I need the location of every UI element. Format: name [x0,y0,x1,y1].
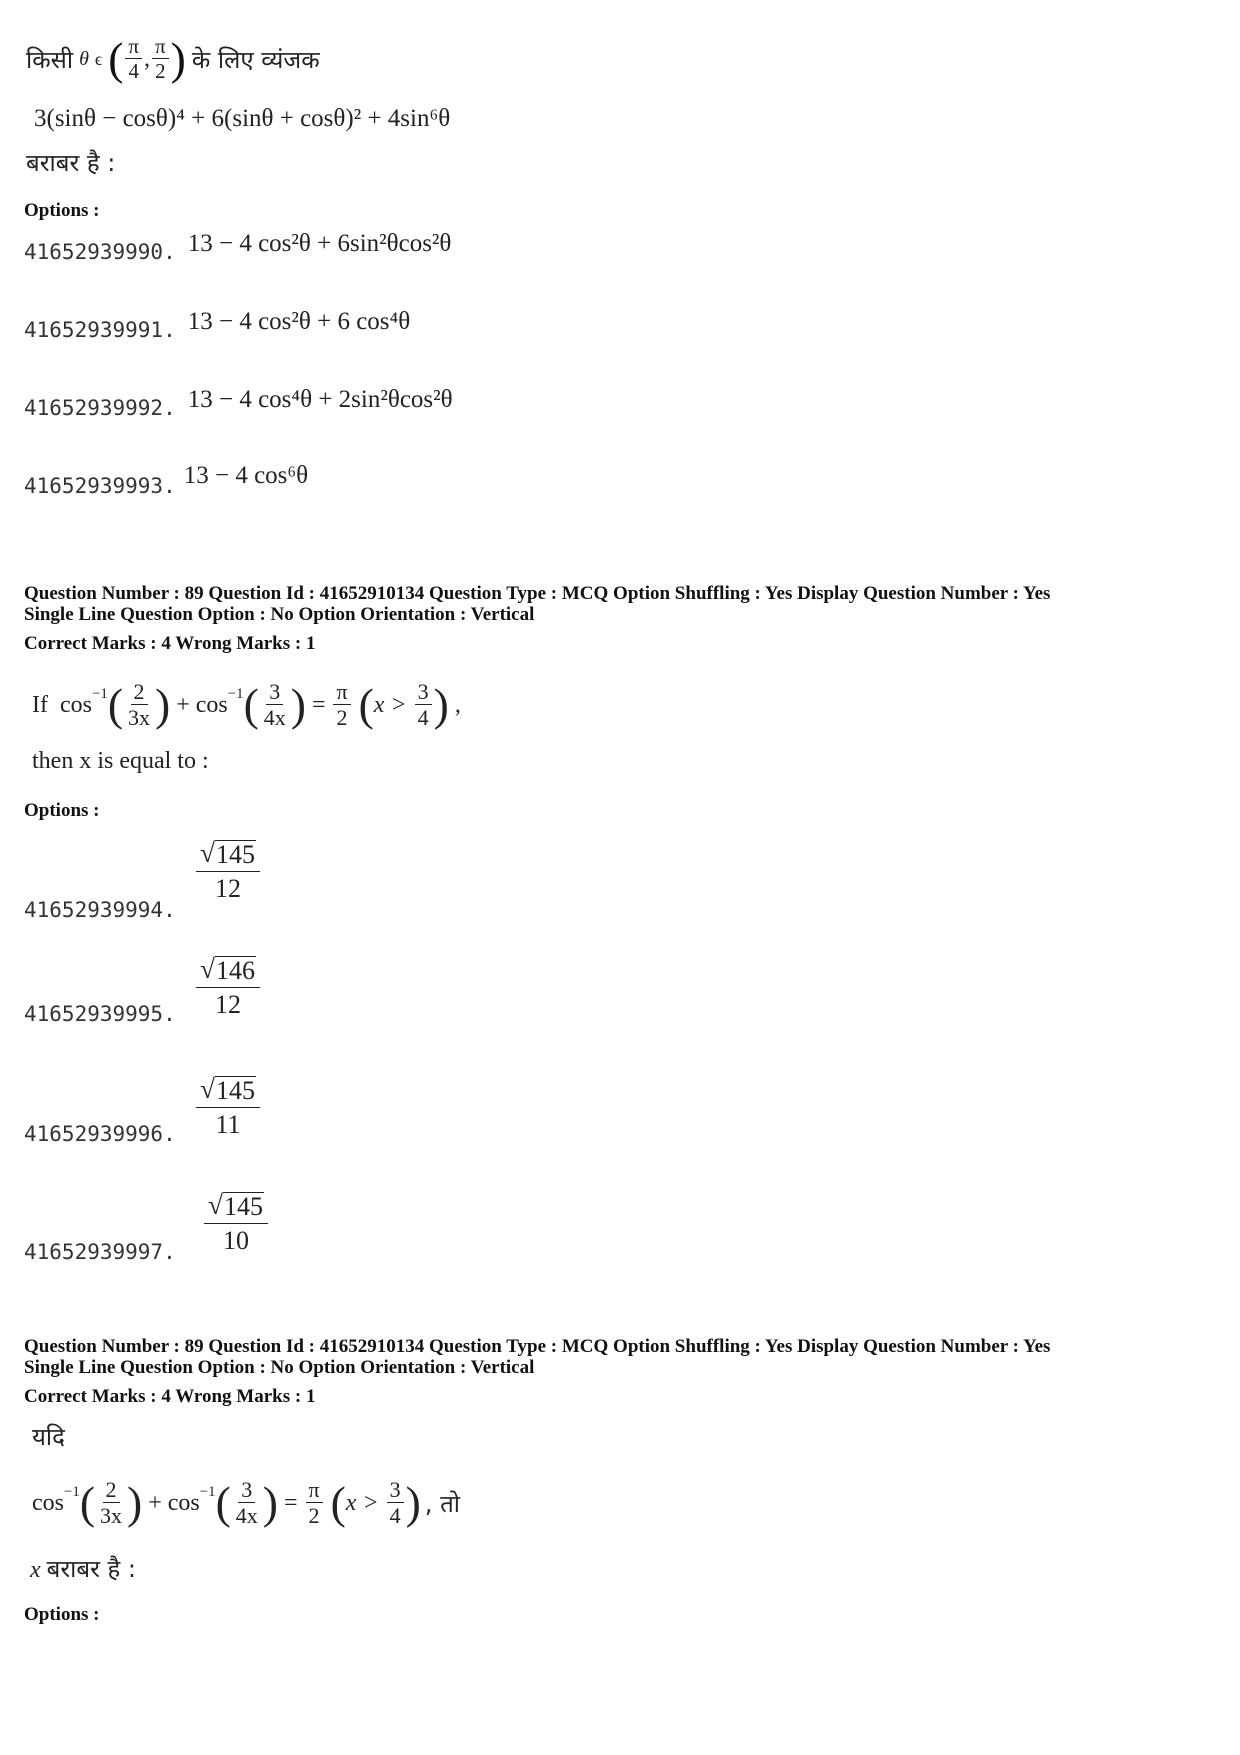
fraction-pi-over-2: $\frac{\pi}{2}$ [306,1478,323,1528]
q88-expression: 3(sinθ − cosθ)⁴ + 6(sinθ + cosθ)² + 4sin⁶θ [34,105,451,132]
option-fraction: √ 145 10 [204,1190,268,1257]
q88-option-3[interactable] [24,386,453,420]
q88-intro-text: किसी [26,45,74,74]
fraction-3-over-4x: $\frac{3}{4x}$ [235,1476,258,1528]
q89-then-text: then x is equal to : [32,748,209,774]
q88-option-1[interactable] [24,230,452,264]
option-expression: 13 − 4 cos²θ + 6 cos⁴θ [187,308,411,335]
q88-stem-line1: किसी θ ϵ ( $\frac{\pi}{4}$ , $\frac{\pi}{2}$ ) के लिए व्यंजक [26,33,320,85]
q89-marks: Correct Marks : 4 Wrong Marks : 1 [24,633,316,654]
q89-option-1[interactable] [24,838,284,922]
q89-hi-marks: Correct Marks : 4 Wrong Marks : 1 [24,1386,316,1407]
option-id: 41652939995. [24,1002,176,1026]
q89-option-4[interactable] [24,1190,284,1274]
option-expression: 13 − 4 cos⁴θ + 2sin²θcos²θ [187,386,453,413]
element-of-symbol: ϵ [94,48,103,69]
q89-hi-equation: cos $^{-1}$ ( $\frac{2}{3x}$ ) + cos $^{-1}$ ( $\frac{3}{4x}$ ) = $\frac{\pi}{2}$ ( x > $\frac{3}{4}$ ) , तो [32,1476,460,1529]
fraction-3-over-4: $\frac{3}{4}$ [415,680,432,730]
option-fraction: √ 145 12 [196,838,260,905]
option-id: 41652939991. [24,318,176,342]
q89-meta-line1: Question Number : 89 Question Id : 41652910134 Question Type : MCQ Option Shuffling : Yes Display Question Number : Yes [24,583,1051,604]
q88-equals-text: बराबर है : [26,149,116,177]
q89-hi-yadi: यदि [32,1423,65,1451]
q88-tail-text: के लिए व्यंजक [191,45,320,74]
q89-option-2[interactable] [24,954,284,1038]
option-expression: 13 − 4 cos²θ + 6sin²θcos²θ [187,230,452,257]
q89-hi-meta-line1: Question Number : 89 Question Id : 41652910134 Question Type : MCQ Option Shuffling : Yes Display Question Number : Yes [24,1336,1051,1357]
pi-over-4-fraction: $\frac{\pi}{4}$ [125,35,142,83]
option-id: 41652939992. [24,396,176,420]
option-id: 41652939993. [24,474,176,498]
q88-option-2[interactable] [24,308,411,342]
option-fraction: √ 146 12 [196,954,260,1021]
fraction-pi-over-2: $\frac{\pi}{2}$ [333,680,350,730]
option-id: 41652939994. [24,898,176,922]
fraction-2-over-3x: $\frac{2}{3x}$ [128,678,150,730]
option-fraction: √ 145 11 [196,1074,260,1141]
theta-symbol: θ [79,47,89,70]
q89-equation: If cos $^{-1}$ ( $\frac{2}{3x}$ ) + cos $^{-1}$ ( $\frac{3}{4x}$ ) = $\frac{\pi}{2}$ ( x > $\frac{3}{4}$ ) , [32,678,461,731]
fraction-3-over-4x: $\frac{3}{4x}$ [263,678,286,730]
option-id: 41652939997. [24,1240,176,1264]
q89-meta-line2: Single Line Question Option : No Option Orientation : Vertical [24,604,535,625]
pi-over-2-fraction: $\frac{\pi}{2}$ [152,35,169,83]
option-id: 41652939996. [24,1122,176,1146]
q89-hi-options-label: Options : [24,1604,100,1625]
q89-options-label: Options : [24,800,100,821]
option-id: 41652939990. [24,240,176,264]
q89-hi-meta-line2: Single Line Question Option : No Option Orientation : Vertical [24,1357,535,1378]
fraction-2-over-3x: $\frac{2}{3x}$ [100,1476,123,1528]
q88-option-4[interactable] [24,462,309,498]
fraction-3-over-4: $\frac{3}{4}$ [387,1478,404,1528]
option-expression: 13 − 4 cos⁶θ [183,462,309,489]
q89-hi-equals-line: x बराबर है : [30,1555,136,1583]
q89-option-3[interactable] [24,1074,284,1158]
q88-options-label: Options : [24,200,100,221]
